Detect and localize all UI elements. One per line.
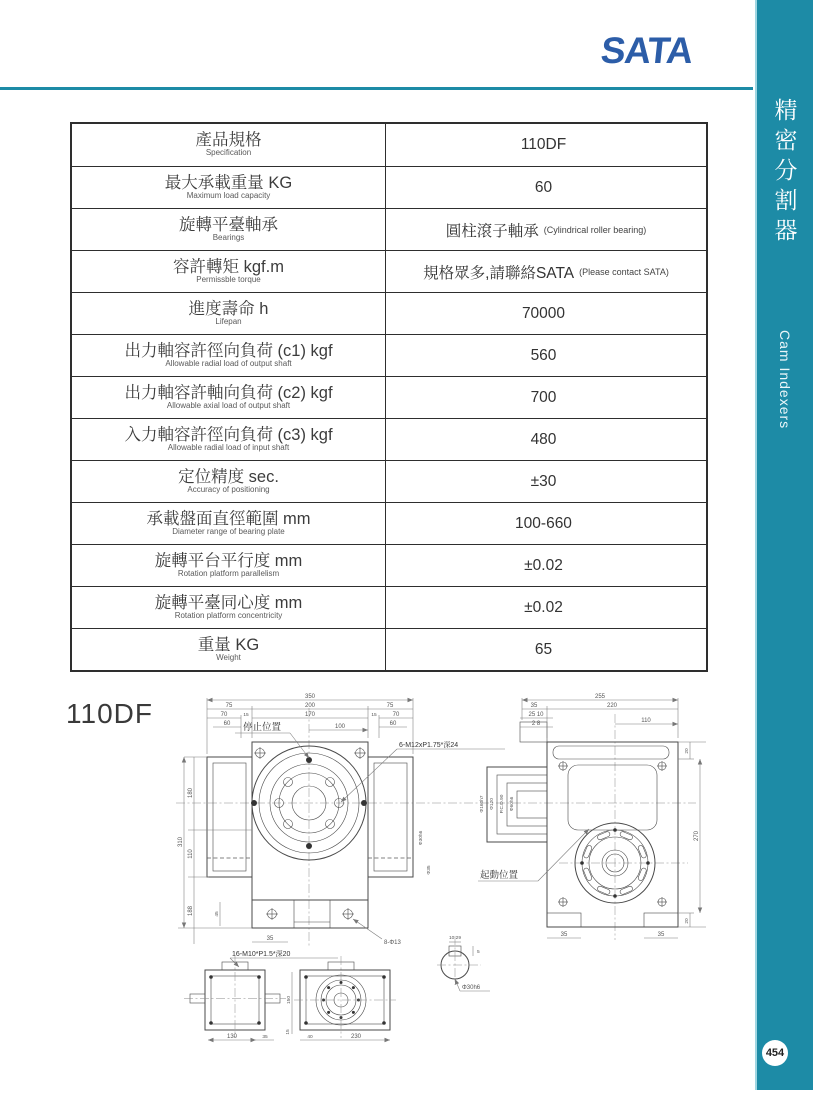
sidebar-title-en: Cam Indexers [777, 330, 793, 430]
spec-value: 560 [530, 346, 557, 364]
svg-text:75: 75 [225, 703, 233, 709]
flange-dia-label: Φ120 [490, 798, 495, 810]
side-view [478, 694, 706, 938]
technical-drawing [56, 688, 756, 1078]
svg-text:75: 75 [386, 703, 394, 709]
spec-value: 圓柱滾子軸承 [445, 222, 539, 240]
spec-row [72, 502, 706, 544]
svg-text:150: 150 [287, 995, 292, 1005]
svg-text:10 29: 10 29 [448, 936, 462, 941]
spec-label: 出力軸容許軸向負荷 (c2) kgf [124, 383, 333, 402]
spec-note: (Please contact SATA) [579, 266, 669, 277]
spec-sublabel: Lifepan [215, 316, 242, 326]
hole-callout: 8-Φ13 [384, 940, 401, 946]
spec-sublabel: Maximum load capacity [186, 190, 271, 200]
spec-value: ±0.02 [524, 598, 563, 616]
bolt-callout: 6-M12xP1.75*深24 [399, 742, 459, 749]
flange-dia-label: P.C.D.90 [500, 794, 505, 814]
header-divider [0, 87, 753, 90]
spec-label: 出力軸容許徑向負荷 (c1) kgf [124, 341, 333, 360]
spec-value: ±30 [530, 472, 557, 490]
shaft-dia-label: Φ35 [427, 865, 432, 875]
svg-text:220: 220 [606, 703, 618, 709]
svg-text:35: 35 [560, 932, 568, 938]
model-heading: 110DF [66, 698, 153, 729]
spec-row [72, 418, 706, 460]
stop-position-label: 停止位置 [242, 722, 282, 733]
spec-sublabel: Rotation platform concentricity [174, 610, 283, 620]
svg-text:35: 35 [266, 936, 274, 942]
spec-label: 承載盤面直徑範圍 mm [146, 509, 311, 528]
spec-label: 最大承載重量 KG [164, 173, 293, 192]
spec-sublabel: Allowable axial load of output shaft [166, 400, 291, 410]
svg-text:110: 110 [188, 849, 194, 859]
svg-text:200: 200 [304, 703, 316, 709]
svg-text:60: 60 [223, 721, 231, 727]
svg-text:15: 15 [371, 713, 377, 718]
spec-label: 旋轉平臺同心度 mm [154, 593, 303, 612]
spec-value: ±0.02 [524, 556, 563, 574]
page-number-badge: 454 [762, 1040, 788, 1066]
svg-text:188: 188 [188, 905, 194, 917]
flange-dia-label: Φ160h7 [480, 795, 485, 813]
svg-text:40: 40 [307, 1035, 313, 1040]
svg-text:350: 350 [304, 694, 316, 700]
svg-text:15: 15 [286, 1029, 291, 1035]
spec-value: 70000 [521, 304, 566, 322]
shaft-detail [437, 935, 490, 991]
spec-label: 旋轉平臺軸承 [179, 215, 278, 234]
spec-value: 60 [534, 178, 553, 196]
spec-sublabel: Diameter range of bearing plate [172, 526, 285, 536]
spec-row [72, 586, 706, 628]
spec-label: 旋轉平台平行度 mm [154, 551, 303, 570]
svg-text:170: 170 [304, 712, 316, 718]
spec-label: 重量 KG [197, 635, 260, 654]
base-bolt-callout: 16-M10*P1.5*深20 [232, 951, 291, 958]
svg-text:270: 270 [694, 830, 700, 842]
spec-table [70, 122, 708, 672]
spec-row [72, 124, 706, 166]
spec-sublabel: Accuracy of positioning [187, 484, 270, 494]
shaft-detail-callout: Φ30h6 [462, 985, 481, 991]
svg-text:180: 180 [188, 787, 194, 799]
svg-text:45: 45 [215, 911, 220, 917]
svg-text:2 8: 2 8 [531, 721, 541, 727]
spec-sublabel: Allowable radial load of output shaft [165, 358, 292, 368]
bottom-views [184, 956, 396, 1040]
spec-label: 定位精度 sec. [178, 467, 279, 486]
spec-value: 規格眾多,請聯絡SATA [423, 264, 575, 282]
spec-value: 100-660 [515, 514, 572, 532]
shaft-dia-label: Φ30h6 [419, 830, 424, 846]
spec-row [72, 460, 706, 502]
spec-value: 110DF [520, 136, 567, 153]
svg-text:310: 310 [178, 836, 184, 848]
spec-label: 入力軸容許徑向負荷 (c3) kgf [124, 425, 333, 444]
spec-label: 產品規格 [195, 131, 262, 150]
spec-value: 65 [534, 640, 553, 658]
svg-text:70: 70 [220, 712, 228, 718]
spec-value: 480 [530, 430, 557, 448]
spec-sublabel: Specification [205, 148, 252, 158]
svg-text:20: 20 [685, 918, 690, 924]
front-view [178, 694, 505, 967]
spec-note: (Cylindrical roller bearing) [543, 224, 647, 235]
spec-row [72, 544, 706, 586]
svg-text:35: 35 [657, 932, 665, 938]
svg-text:35: 35 [530, 703, 538, 709]
start-position-label: 起動位置 [480, 870, 519, 881]
svg-text:255: 255 [594, 694, 606, 700]
sidebar-title-cn: 精密分割器 [771, 98, 798, 248]
svg-text:5: 5 [477, 950, 480, 955]
svg-text:130: 130 [226, 1034, 238, 1040]
corner-bolt-icon [558, 761, 667, 907]
spec-sublabel: Rotation platform parallelism [177, 568, 280, 578]
spec-row [72, 376, 706, 418]
svg-text:70: 70 [392, 712, 400, 718]
spec-row [72, 208, 706, 250]
flange-dia-label: Φ60h6 [510, 796, 515, 812]
spec-label: 容許轉矩 kgf.m [173, 257, 284, 276]
svg-text:15: 15 [243, 713, 249, 718]
spec-sublabel: Weight [216, 652, 241, 662]
spec-row [72, 250, 706, 292]
svg-text:110: 110 [641, 718, 651, 724]
sidebar [755, 0, 813, 1090]
spec-row [72, 292, 706, 334]
svg-text:100: 100 [334, 724, 346, 730]
svg-text:35: 35 [262, 1035, 268, 1040]
spec-row [72, 334, 706, 376]
svg-text:60: 60 [389, 721, 397, 727]
svg-text:20: 20 [685, 748, 690, 754]
spec-sublabel: Permissble torque [196, 274, 261, 284]
spec-label: 進度壽命 h [188, 299, 269, 318]
sata-logo: SATA [598, 30, 695, 71]
svg-text:230: 230 [350, 1034, 362, 1040]
spec-sublabel: Bearings [212, 232, 245, 242]
spec-sublabel: Allowable radial load of input shaft [167, 442, 290, 452]
spec-row [72, 166, 706, 208]
spec-row [72, 628, 706, 670]
svg-text:25 10: 25 10 [528, 712, 544, 718]
spec-value: 700 [530, 388, 557, 406]
